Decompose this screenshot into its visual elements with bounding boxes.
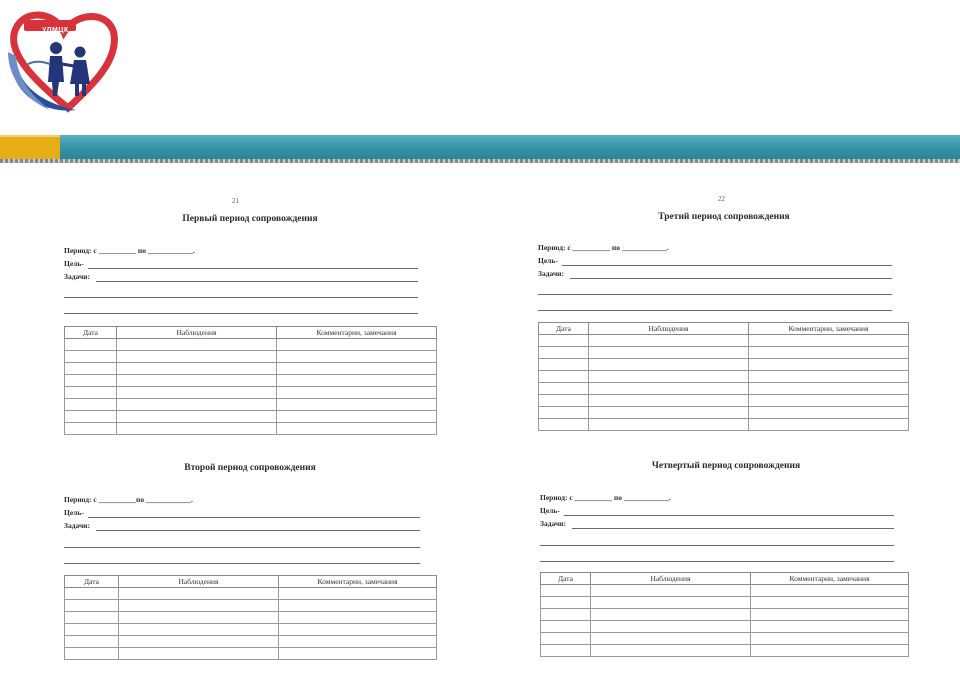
tasks-line	[540, 561, 894, 562]
column-header-observations: Наблюдения	[589, 323, 749, 335]
column-header-comments: Комментарии, замечания	[749, 323, 909, 335]
table-row	[541, 621, 909, 633]
tasks-line	[538, 294, 892, 295]
tasks-field-label: Задачи:	[64, 521, 91, 530]
table-row	[65, 612, 437, 624]
period-field-label: Период: с __________ по ____________.	[64, 246, 195, 255]
table-row	[65, 648, 437, 660]
form-fourth-period	[540, 461, 912, 681]
header-band	[60, 135, 960, 159]
column-header-date: Дата	[541, 573, 591, 585]
table-row	[65, 600, 437, 612]
table-row	[541, 585, 909, 597]
goal-field-label: Цель-	[538, 256, 558, 265]
tasks-field-label: Задачи:	[538, 269, 565, 278]
heart-logo-icon	[6, 4, 124, 116]
table-row	[539, 359, 909, 371]
observation-table	[538, 322, 909, 431]
logo	[6, 4, 124, 116]
column-header-date: Дата	[539, 323, 589, 335]
table-row	[539, 335, 909, 347]
form-title: Третий период сопровождения	[658, 212, 790, 222]
table-row	[65, 375, 437, 387]
table-row	[65, 588, 437, 600]
table-row	[539, 419, 909, 431]
tasks-line	[572, 528, 894, 529]
tasks-field-label: Задачи:	[64, 272, 91, 281]
tasks-line	[96, 530, 420, 531]
column-header-comments: Комментарии, замечания	[277, 327, 437, 339]
observation-table	[64, 326, 437, 435]
table-row	[65, 624, 437, 636]
page-number-left: 21	[232, 197, 239, 205]
column-header-comments: Комментарии, замечания	[279, 576, 437, 588]
tasks-line	[538, 310, 892, 311]
table-row	[541, 597, 909, 609]
table-row	[65, 363, 437, 375]
goal-field-label: Цель-	[64, 259, 84, 268]
goal-line	[562, 265, 892, 266]
column-header-observations: Наблюдения	[591, 573, 751, 585]
tasks-line	[570, 278, 892, 279]
table-row	[65, 399, 437, 411]
tasks-line	[540, 545, 894, 546]
tasks-line	[64, 563, 420, 564]
column-header-observations: Наблюдения	[119, 576, 279, 588]
goal-field-label: Цель-	[540, 506, 560, 515]
table-row	[541, 645, 909, 657]
goal-field-label: Цель-	[64, 508, 84, 517]
form-title: Четвертый период сопровождения	[651, 461, 801, 471]
table-row	[65, 351, 437, 363]
table-row	[65, 423, 437, 435]
table-row	[539, 383, 909, 395]
table-row	[539, 347, 909, 359]
header-band-border	[0, 159, 960, 163]
table-row	[65, 339, 437, 351]
column-header-observations: Наблюдения	[117, 327, 277, 339]
table-row	[539, 407, 909, 419]
form-first-period	[64, 214, 436, 454]
form-third-period	[538, 212, 910, 452]
tasks-line	[64, 313, 418, 314]
column-header-date: Дата	[65, 327, 117, 339]
period-field-label: Период: с __________ по ____________.	[538, 243, 669, 252]
tasks-line	[64, 547, 420, 548]
form-title: Второй период сопровождения	[184, 463, 316, 473]
form-title: Первый период сопровождения	[182, 214, 318, 224]
table-row	[541, 609, 909, 621]
table-row	[65, 411, 437, 423]
page-number-right: 22	[718, 195, 725, 203]
table-row	[65, 387, 437, 399]
column-header-comments: Комментарии, замечания	[751, 573, 909, 585]
goal-line	[88, 517, 420, 518]
table-row	[539, 371, 909, 383]
form-second-period	[64, 463, 436, 678]
observation-table	[64, 575, 437, 660]
tasks-line	[64, 297, 418, 298]
period-field-label: Период: с __________ по ____________.	[540, 493, 671, 502]
observation-table	[540, 572, 909, 657]
table-row	[65, 636, 437, 648]
column-header-date: Дата	[65, 576, 119, 588]
header-accent-block	[0, 135, 60, 159]
tasks-field-label: Задачи:	[540, 519, 567, 528]
tasks-line	[96, 281, 418, 282]
table-row	[539, 395, 909, 407]
period-field-label: Период: с __________по ____________.	[64, 495, 193, 504]
table-row	[541, 633, 909, 645]
goal-line	[564, 515, 894, 516]
logo-caption: УЛМЦК	[42, 27, 69, 34]
goal-line	[88, 268, 418, 269]
